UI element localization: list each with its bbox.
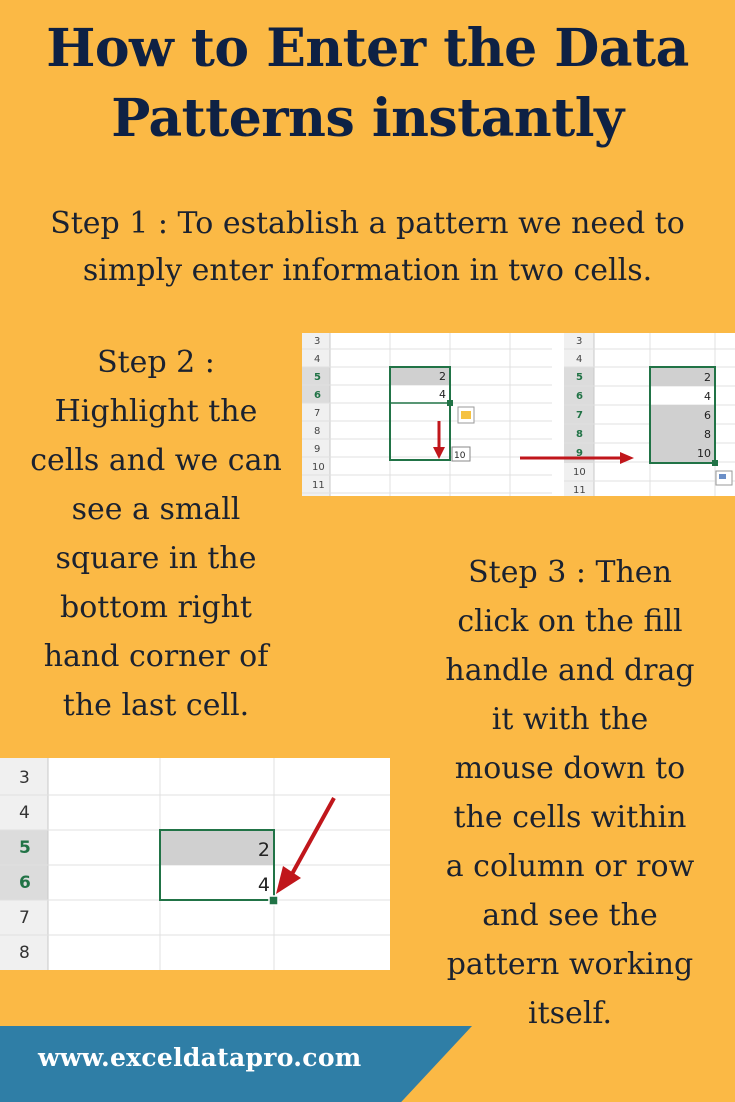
step-3-line: the cells within [453, 800, 687, 835]
row-header: 3 [314, 336, 321, 347]
row-header: 8 [576, 429, 583, 440]
row-header: 5 [314, 372, 321, 383]
step-2-line: bottom right [60, 590, 252, 625]
step-2-line: hand corner of [43, 639, 269, 674]
row-header: 7 [314, 408, 321, 419]
spreadsheet-fill-handle-screenshot [0, 758, 390, 970]
row-header: 8 [19, 943, 30, 963]
step-3-line: Step 3 : Then [468, 555, 672, 590]
step-3-line: it with the [491, 702, 649, 737]
step-3-text [420, 548, 720, 1038]
step-2-line: see a small [71, 492, 241, 527]
step-2-line: Step 2 : [97, 345, 215, 380]
cell-value: 2 [439, 370, 446, 383]
cell-value: 2 [257, 839, 270, 861]
step-2-line: cells and we can [30, 443, 282, 478]
cell-value: 4 [704, 390, 711, 403]
cell-value: 4 [257, 874, 270, 896]
cell-value: 2 [704, 371, 711, 384]
row-header: 4 [576, 354, 583, 365]
row-header: 4 [19, 803, 30, 823]
row-header: 9 [314, 444, 321, 455]
step-3-line: click on the fill [457, 604, 683, 639]
row-header: 4 [314, 354, 321, 365]
row-header: 5 [576, 372, 583, 383]
step-3-line: a column or row [445, 849, 695, 884]
row-header: 11 [312, 480, 325, 491]
cell-value: 10 [697, 447, 711, 460]
row-header: 9 [576, 448, 583, 459]
step-2-line: Highlight the [54, 394, 258, 429]
title-line-1: How to Enter the Data [46, 18, 689, 79]
row-header: 3 [576, 336, 583, 347]
row-header: 11 [573, 485, 586, 496]
row-header: 8 [314, 426, 321, 437]
row-header: 6 [314, 390, 321, 401]
row-header: 7 [19, 908, 30, 928]
row-header: 6 [576, 391, 583, 402]
cell-value: 6 [704, 409, 711, 422]
step-1-line-1: Step 1 : To establish a pattern we need to [50, 206, 685, 241]
spreadsheet-before-after-screenshot [302, 333, 735, 496]
cell-value: 8 [704, 428, 711, 441]
row-header: 10 [312, 462, 325, 473]
title-line-2: Patterns instantly [111, 88, 624, 149]
step-3-line: pattern working [446, 947, 694, 982]
row-header: 10 [573, 467, 586, 478]
step-3-line: and see the [482, 898, 658, 933]
fill-tooltip: 10 [454, 451, 466, 461]
step-3-line: handle and drag [445, 653, 695, 688]
step-3-line: mouse down to [454, 751, 686, 786]
step-2-line: square in the [55, 541, 257, 576]
cell-value: 4 [439, 388, 446, 401]
step-3-line: itself. [528, 996, 612, 1031]
step-2-line: the last cell. [62, 688, 250, 723]
row-header: 7 [576, 410, 583, 421]
row-header: 5 [19, 838, 31, 858]
page-title [0, 14, 735, 154]
step-2-text [10, 338, 302, 730]
website-url[interactable]: www.exceldatapro.com [38, 1043, 362, 1072]
step-1-line-2: simply enter information in two cells. [82, 253, 653, 288]
row-header: 6 [19, 873, 31, 893]
row-header: 3 [19, 768, 30, 788]
step-1-text [0, 200, 735, 294]
